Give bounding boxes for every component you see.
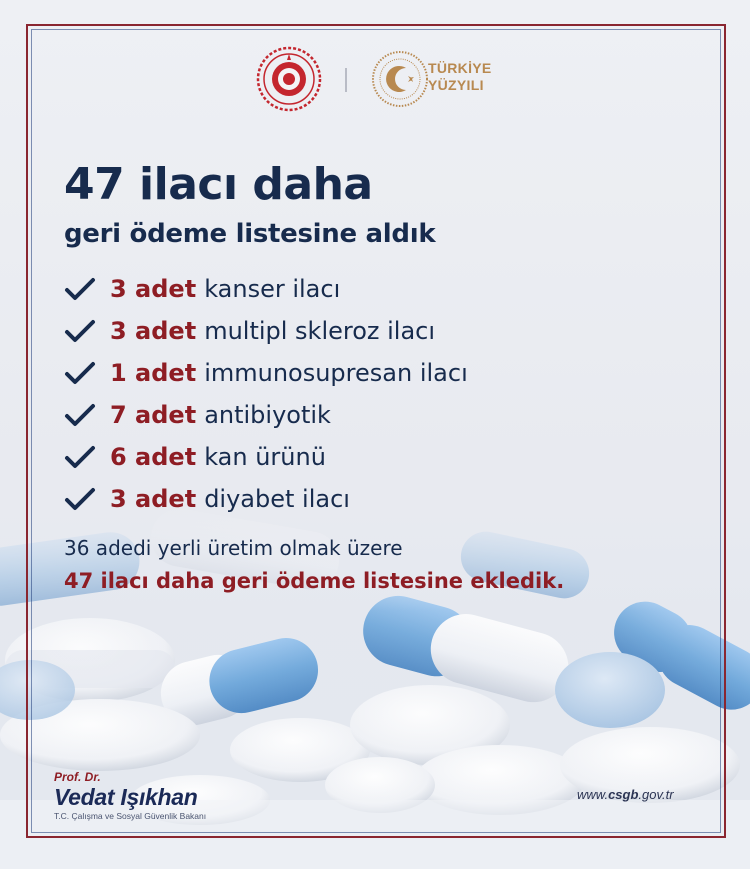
check-icon: [64, 360, 96, 386]
item-description: kan ürünü: [204, 443, 326, 471]
item-description: antibiyotik: [204, 401, 331, 429]
list-item: [64, 310, 468, 352]
item-count: 6 adet: [110, 443, 197, 471]
url-domain: csgb: [608, 787, 639, 802]
check-icon: [64, 444, 96, 470]
yuzyili-text: YÜZYILI: [428, 77, 484, 93]
check-icon: [64, 276, 96, 302]
check-icon: [64, 486, 96, 512]
url-prefix: www.: [577, 787, 609, 802]
item-count: 7 adet: [110, 401, 197, 429]
logo-separator: [345, 68, 347, 92]
check-icon: [64, 402, 96, 428]
url-suffix: .gov.tr: [638, 787, 674, 802]
item-count: 3 adet: [110, 317, 197, 345]
list-item: [64, 436, 468, 478]
signature-block: [54, 770, 206, 822]
item-description: kanser ilacı: [204, 275, 341, 303]
summary-line-1: 36 adedi yerli üretim olmak üzere: [64, 536, 403, 560]
turkiye-text: TÜRKİYE: [428, 60, 492, 76]
item-count: 3 adet: [110, 275, 197, 303]
headline: 47 ilacı daha: [64, 159, 373, 210]
list-item: [64, 394, 468, 436]
signature-name: Vedat Işıkhan: [54, 784, 198, 810]
item-count: 1 adet: [110, 359, 197, 387]
item-description: immunosupresan ilacı: [204, 359, 468, 387]
turkiye-yuzyili-logo: [370, 46, 520, 112]
drug-list: [64, 268, 468, 520]
item-description: diyabet ilacı: [204, 485, 350, 513]
signature-role: T.C. Çalışma ve Sosyal Güvenlik Bakanı: [54, 811, 207, 821]
check-icon: [64, 318, 96, 344]
turkiye-yuzyili-text: [428, 60, 492, 94]
website-link[interactable]: [577, 787, 674, 802]
item-count: 3 adet: [110, 485, 197, 513]
summary-line-2: 47 ilacı daha geri ödeme listesine ekledik.: [64, 569, 565, 593]
item-description: multipl skleroz ilacı: [204, 317, 436, 345]
list-item: [64, 268, 468, 310]
logo-bar: [0, 46, 750, 116]
subheadline: geri ödeme listesine aldık: [64, 219, 436, 249]
ministry-emblem-icon: [256, 46, 322, 112]
signature-title: Prof. Dr.: [54, 770, 101, 784]
turkiye-yuzyili-emblem-icon: [370, 46, 430, 112]
list-item: [64, 478, 468, 520]
list-item: [64, 352, 468, 394]
